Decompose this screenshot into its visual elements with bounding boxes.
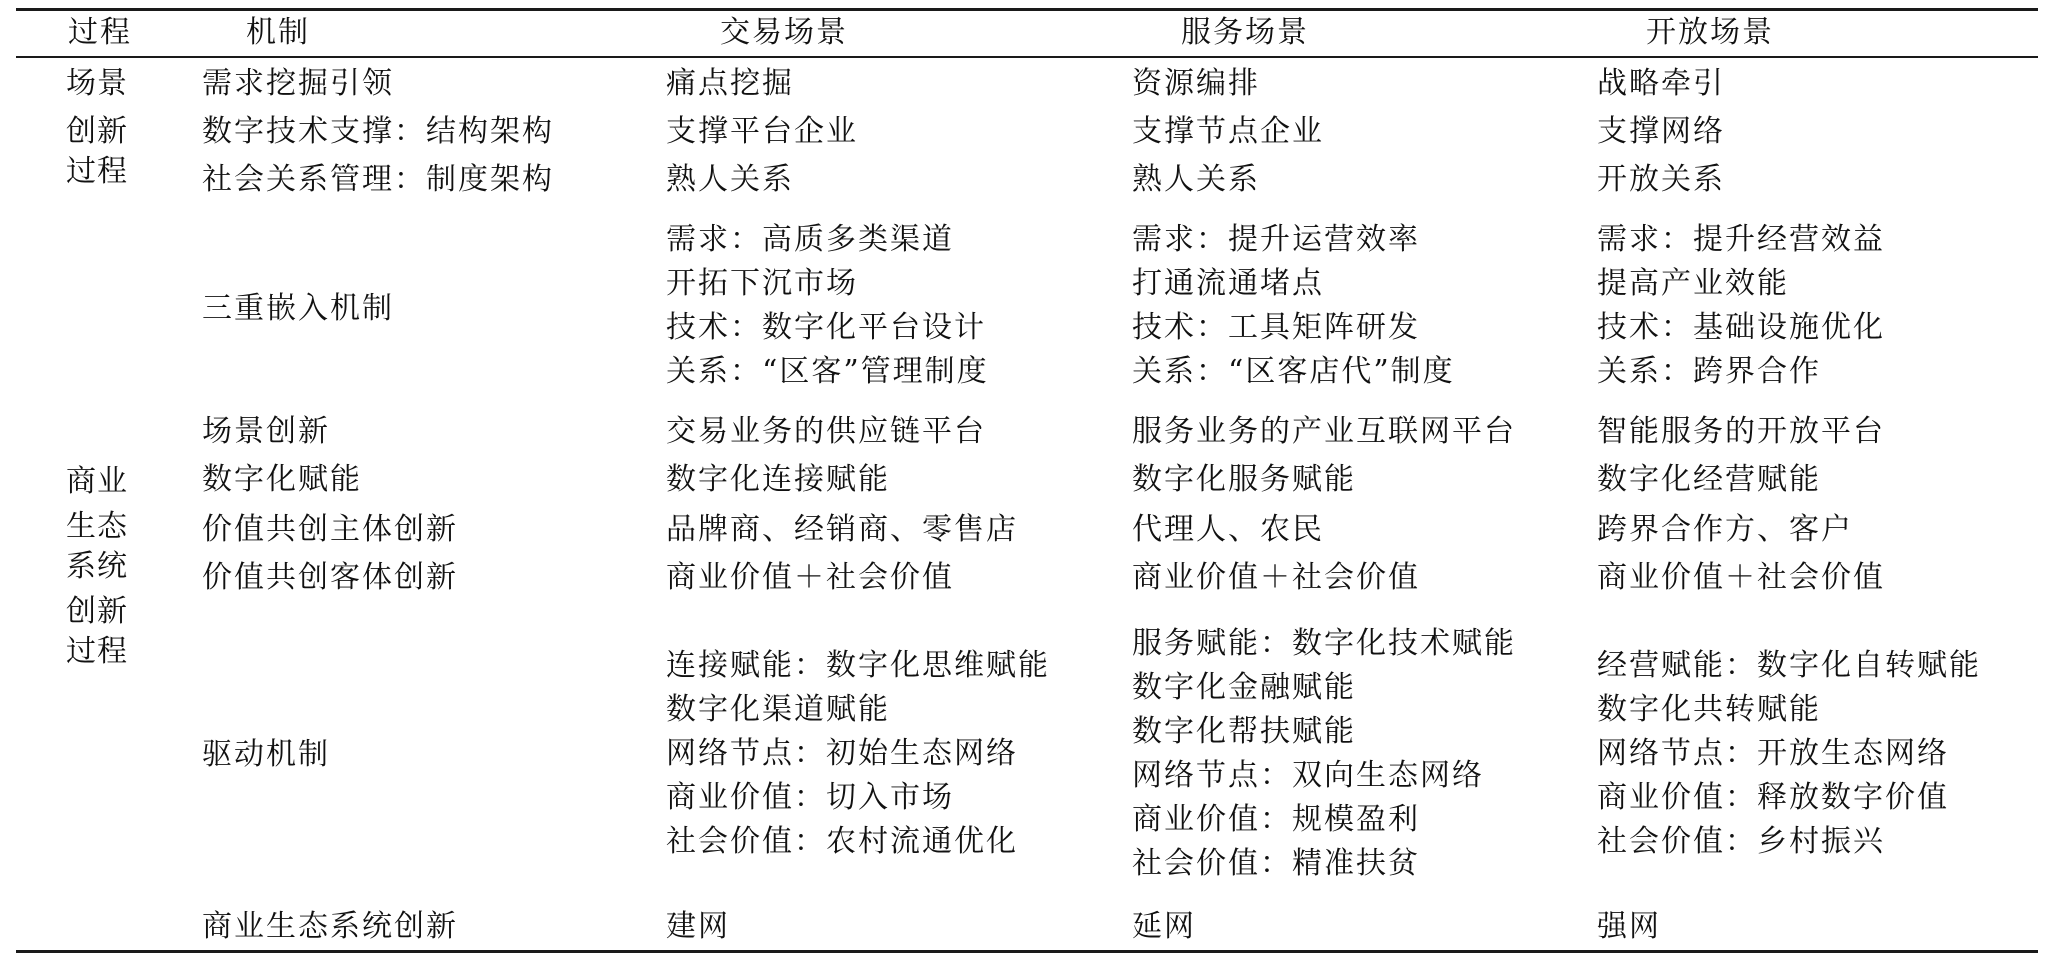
trade-cell-line: 数字化渠道赋能 [666, 692, 890, 727]
header-service-scene: 服务场景 [1181, 15, 1309, 50]
trade-cell-line: 社会价值：农村流通优化 [666, 824, 1018, 859]
trade-cell-line: 网络节点：初始生态网络 [666, 736, 1018, 771]
mechanism-cell: 需求挖掘引领 [202, 66, 394, 101]
mechanism-cell: 价值共创客体创新 [202, 560, 458, 595]
service-cell-line: 技术：工具矩阵研发 [1132, 310, 1420, 345]
mechanism-cell: 三重嵌入机制 [202, 291, 394, 326]
service-cell: 延网 [1132, 909, 1196, 944]
trade-cell-line: 技术：数字化平台设计 [666, 310, 986, 345]
service-cell-line: 关系：“区客店代”制度 [1132, 354, 1455, 389]
open-cell: 战略牵引 [1597, 66, 1725, 101]
trade-cell-line: 开拓下沉市场 [666, 266, 858, 301]
process-label-line: 过程 [66, 634, 128, 669]
mechanism-cell: 场景创新 [202, 414, 330, 449]
service-cell: 代理人、农民 [1132, 512, 1324, 547]
service-cell-line: 数字化帮扶赋能 [1132, 714, 1356, 749]
process-label-line: 过程 [66, 154, 128, 189]
service-cell: 熟人关系 [1132, 162, 1260, 197]
header-process: 过程 [68, 15, 132, 50]
open-cell-line: 网络节点：开放生态网络 [1597, 736, 1949, 771]
mechanism-cell: 价值共创主体创新 [202, 512, 458, 547]
trade-cell: 商业价值＋社会价值 [666, 560, 954, 595]
trade-cell-line: 商业价值：切入市场 [666, 780, 954, 815]
service-cell-line: 商业价值：规模盈利 [1132, 802, 1420, 837]
trade-cell: 建网 [666, 909, 730, 944]
open-cell: 跨界合作方、客户 [1597, 512, 1853, 547]
process-label-line: 生态 [66, 509, 128, 544]
service-cell: 资源编排 [1132, 66, 1260, 101]
service-cell-line: 打通流通堵点 [1132, 266, 1324, 301]
header-open-scene: 开放场景 [1646, 15, 1774, 50]
open-cell: 支撑网络 [1597, 114, 1725, 149]
process-label-line: 创新 [66, 594, 128, 629]
open-cell-line: 提高产业效能 [1597, 266, 1789, 301]
open-cell: 数字化经营赋能 [1597, 462, 1821, 497]
process-label-line: 场景 [66, 66, 128, 101]
open-cell-line: 关系：跨界合作 [1597, 354, 1821, 389]
mechanism-cell: 商业生态系统创新 [202, 909, 458, 944]
service-cell-line: 需求：提升运营效率 [1132, 222, 1420, 257]
service-cell: 数字化服务赋能 [1132, 462, 1356, 497]
open-cell-line: 数字化共转赋能 [1597, 692, 1821, 727]
trade-cell: 痛点挖掘 [666, 66, 794, 101]
trade-cell: 支撑平台企业 [666, 114, 858, 149]
service-cell: 服务业务的产业互联网平台 [1132, 414, 1516, 449]
header-trade-scene: 交易场景 [720, 15, 848, 50]
service-cell-line: 数字化金融赋能 [1132, 670, 1356, 705]
service-cell: 支撑节点企业 [1132, 114, 1324, 149]
process-label-line: 商业 [66, 464, 128, 499]
open-cell: 商业价值＋社会价值 [1597, 560, 1885, 595]
mechanism-cell: 数字化赋能 [202, 462, 362, 497]
process-label-line: 系统 [66, 549, 128, 584]
open-cell-line: 社会价值：乡村振兴 [1597, 824, 1885, 859]
open-cell: 开放关系 [1597, 162, 1725, 197]
process-label-line: 创新 [66, 114, 128, 149]
service-cell-line: 网络节点：双向生态网络 [1132, 758, 1484, 793]
trade-cell: 熟人关系 [666, 162, 794, 197]
open-cell: 强网 [1597, 909, 1661, 944]
header-mechanism: 机制 [246, 15, 310, 50]
table-bottom-rule [16, 950, 2038, 953]
mechanism-cell: 社会关系管理：制度架构 [202, 162, 554, 197]
service-cell-line: 服务赋能：数字化技术赋能 [1132, 626, 1516, 661]
trade-cell-line: 关系：“区客”管理制度 [666, 354, 989, 389]
trade-cell: 交易业务的供应链平台 [666, 414, 986, 449]
open-cell-line: 商业价值：释放数字价值 [1597, 780, 1949, 815]
open-cell-line: 技术：基础设施优化 [1597, 310, 1885, 345]
service-cell: 商业价值＋社会价值 [1132, 560, 1420, 595]
table-header-rule [16, 56, 2038, 58]
service-cell-line: 社会价值：精准扶贫 [1132, 846, 1420, 881]
mechanism-cell: 驱动机制 [202, 737, 330, 772]
mechanism-cell: 数字技术支撑：结构架构 [202, 114, 554, 149]
trade-cell: 数字化连接赋能 [666, 462, 890, 497]
open-cell-line: 需求：提升经营效益 [1597, 222, 1885, 257]
trade-cell-line: 需求：高质多类渠道 [666, 222, 954, 257]
open-cell-line: 经营赋能：数字化自转赋能 [1597, 648, 1981, 683]
trade-cell: 品牌商、经销商、零售店 [666, 512, 1018, 547]
open-cell: 智能服务的开放平台 [1597, 414, 1885, 449]
trade-cell-line: 连接赋能：数字化思维赋能 [666, 648, 1050, 683]
